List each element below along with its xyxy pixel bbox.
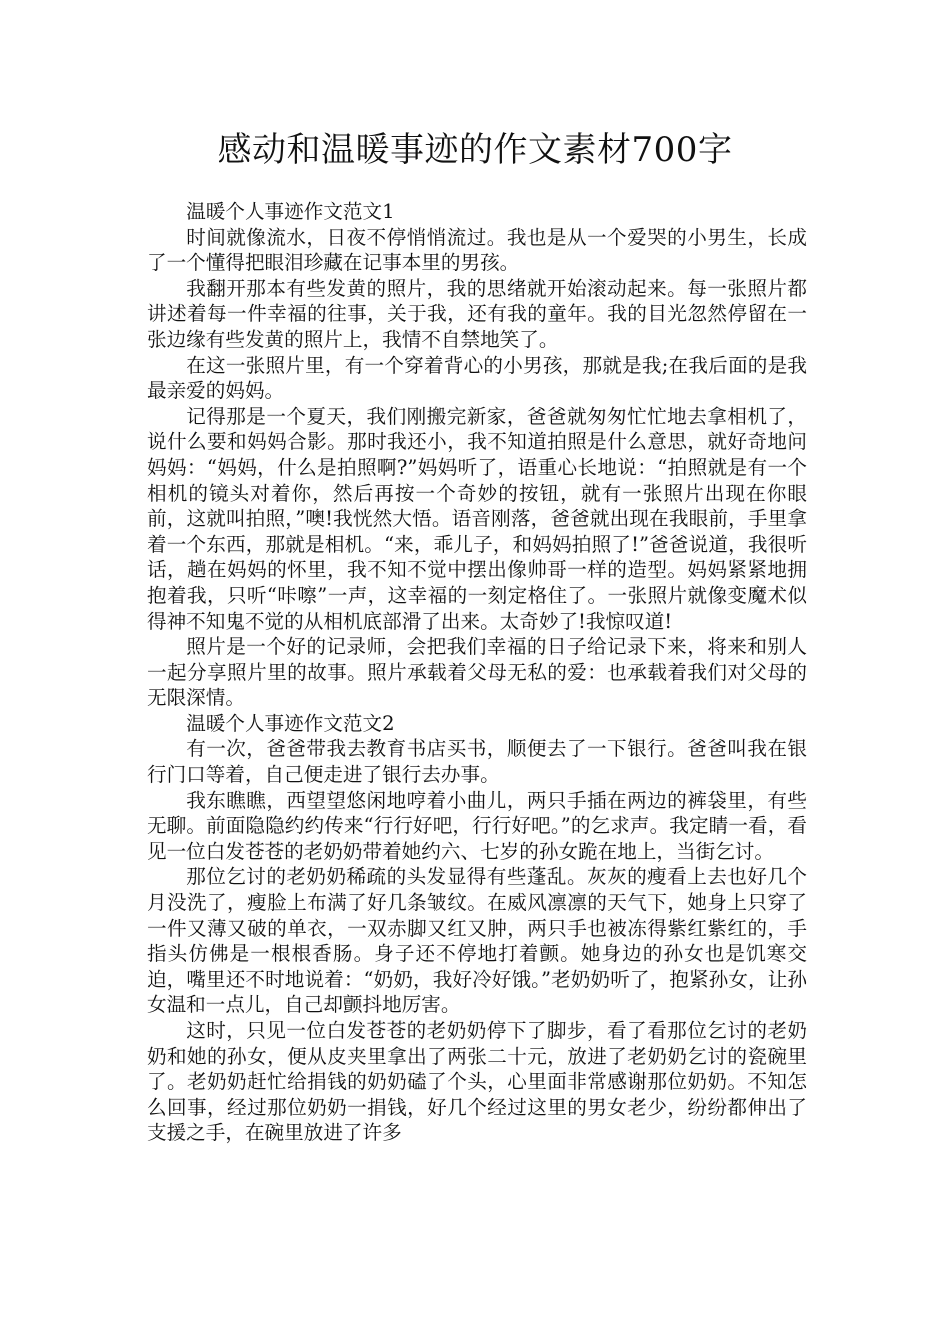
paragraph: 时间就像流水，日夜不停悄悄流过。我也是从一个爱哭的小男生，长成了一个懂得把眼泪珍藏在记事本里的男孩。 (147, 225, 807, 275)
paragraph: 我翻开那本有些发黄的照片，我的思绪就开始滚动起来。每一张照片都讲述着每一件幸福的往事，关于我，还有我的童年。我的目光忽然停留在一张边缘有些发黄的照片上，我情不自禁地笑了。 (147, 276, 807, 351)
paragraph: 有一次，爸爸带我去教育书店买书，顺便去了一下银行。爸爸叫我在银行门口等着，自己便走进了银行去办事。 (147, 737, 807, 787)
paragraph: 那位乞讨的老奶奶稀疏的头发显得有些蓬乱。灰灰的瘦看上去也好几个月没洗了，瘦脸上布满了好几条皱纹。在威风凛凛的天气下，她身上只穿了一件又薄又破的单衣，一双赤脚又红又肿，两只手也被冻得紫红紫红的，手指头仿佛是一根根香肠。身子还不停地打着颤。她身边的孙女也是饥寒交迫，嘴里还不时地说着：“奶奶，我好冷好饿。”老奶奶听了，抱紧孙女，让孙女温和一点儿，自己却颤抖地厉害。 (147, 865, 807, 1017)
document-title: 感动和温暖事迹的作文素材700字 (217, 130, 733, 170)
paragraph: 照片是一个好的记录师，会把我们幸福的日子给记录下来，将来和别人一起分享照片里的故事。照片承载着父母无私的爱：也承载着我们对父母的无限深情。 (147, 635, 807, 710)
paragraph: 这时，只见一位白发苍苍的老奶奶停下了脚步，看了看那位乞讨的老奶奶和她的孙女，便从皮夹里拿出了两张二十元，放进了老奶奶乞讨的瓷碗里了。老奶奶赶忙给捐钱的奶奶磕了个头，心里面非常感谢那位奶奶。不知怎么回事，经过那位奶奶一捐钱，好几个经过这里的男女老少，纷纷都伸出了支援之手，在碗里放进了许多 (147, 1019, 807, 1145)
paragraph: 记得那是一个夏天，我们刚搬完新家，爸爸就匆匆忙忙地去拿相机了，说什么要和妈妈合影。那时我还小，我不知道拍照是什么意思，就好奇地问妈妈：“妈妈，什么是拍照啊?”妈妈听了，语重心长地说：“拍照就是有一个相机的镜头对着你，然后再按一个奇妙的按钮，就有一张照片出现在你眼前，这就叫拍照，”噢!我恍然大悟。语音刚落，爸爸就出现在我眼前，手里拿着一个东西，那就是相机。“来，乖儿子，和妈妈拍照了!”爸爸说道，我很听话，趟在妈妈的怀里，我不知不觉中摆出像帅哥一样的造型。妈妈紧紧地拥抱着我，只听“咔嚓”一声，这幸福的一刻定格住了。一张照片就像变魔术似得神不知鬼不觉的从相机底部滑了出来。太奇妙了!我惊叹道! (147, 404, 807, 633)
paragraph: 我东瞧瞧，西望望悠闲地哼着小曲儿，两只手插在两边的裤袋里，有些无聊。前面隐隐约约传来“行行好吧，行行好吧。”的乞求声。我定睛一看，看见一位白发苍苍的老奶奶带着她约六、七岁的孙女跪在地上，当街乞讨。 (147, 788, 807, 863)
paragraph: 在这一张照片里，有一个穿着背心的小男孩，那就是我;在我后面的是我最亲爱的妈妈。 (147, 353, 807, 403)
section-heading-2: 温暖个人事迹作文范文2 (186, 711, 395, 735)
section-heading-1: 温暖个人事迹作文范文1 (186, 200, 395, 223)
document-body (147, 199, 807, 1146)
